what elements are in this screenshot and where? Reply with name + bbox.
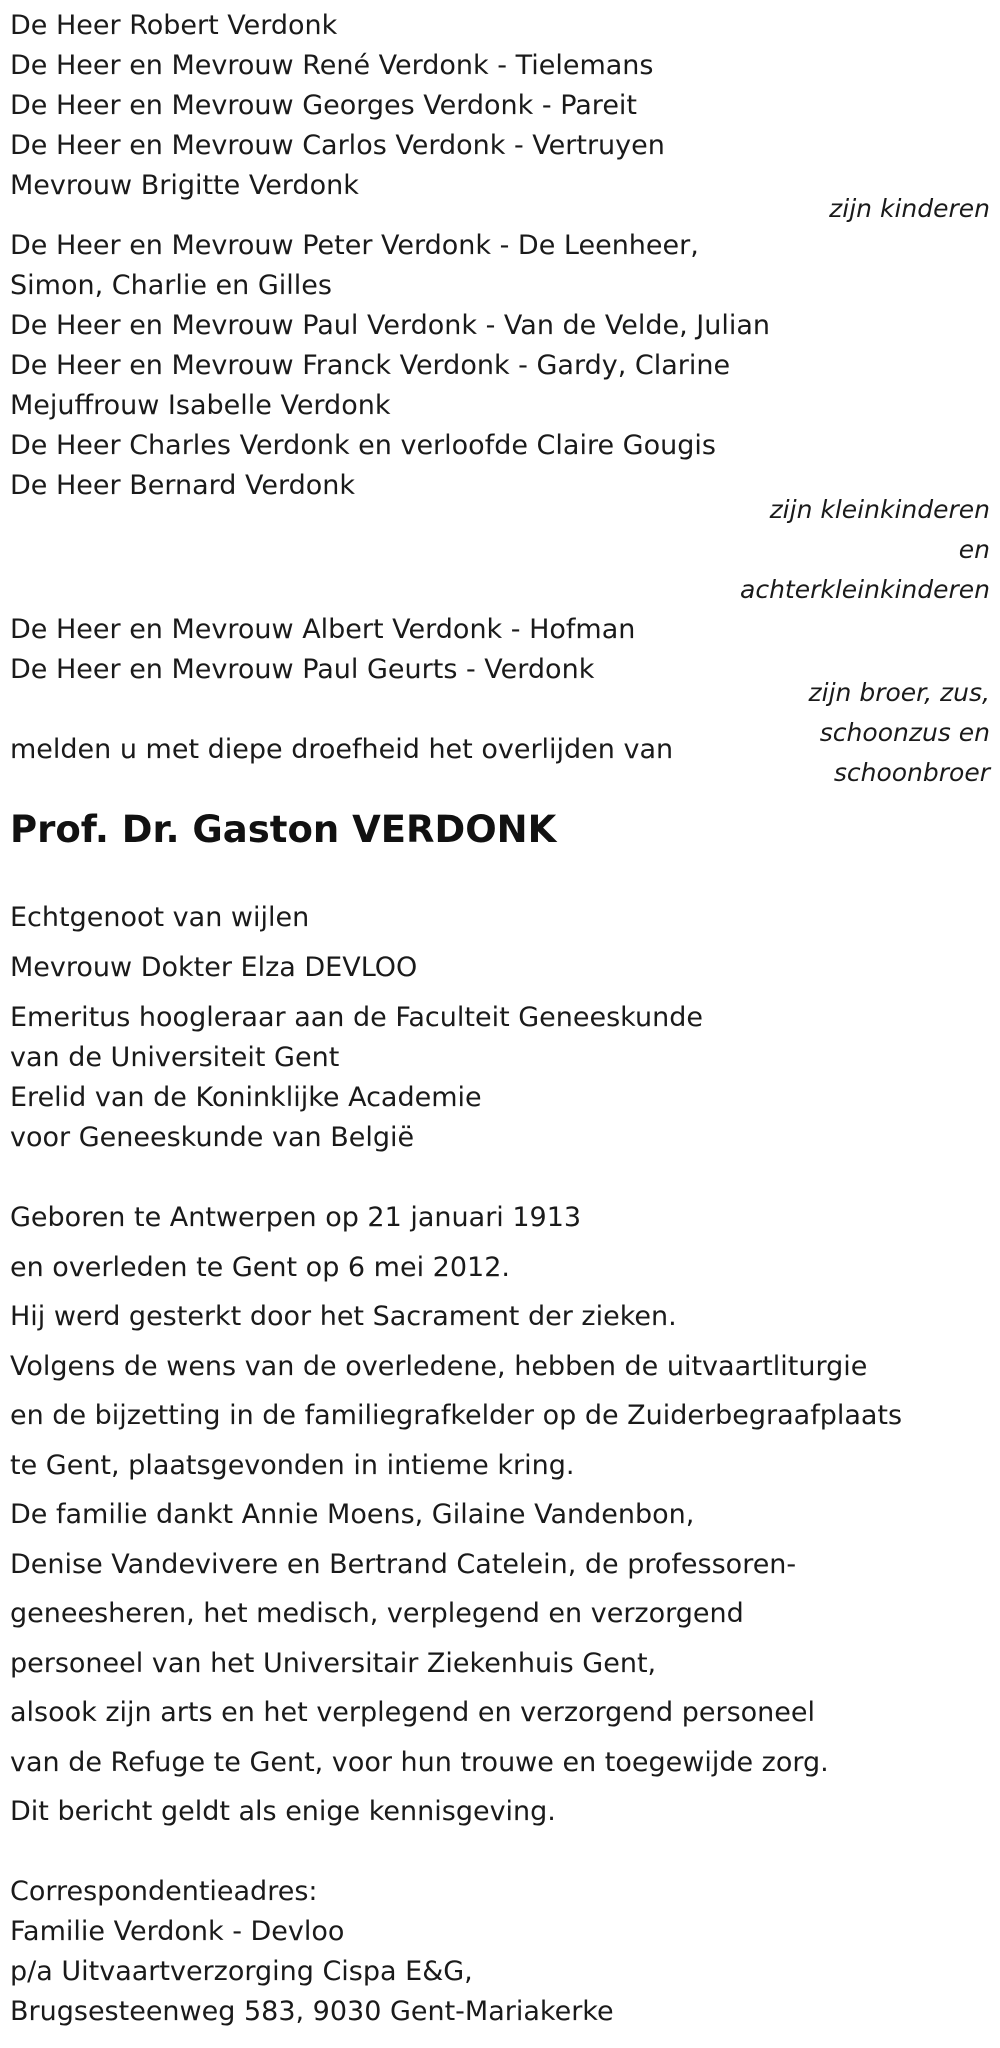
spouse-name: Mevrouw Dokter Elza DEVLOO xyxy=(10,952,418,983)
relation-children: zijn kinderen xyxy=(829,194,990,223)
body-line: Hij werd gesterkt door het Sacrament der zieken. xyxy=(10,1301,677,1332)
family-line: De Heer Robert Verdonk xyxy=(10,10,338,41)
body-line: Volgens de wens van de overledene, hebben de uitvaartliturgie xyxy=(10,1351,868,1382)
body-line: Geboren te Antwerpen op 21 januari 1913 xyxy=(10,1202,582,1233)
family-line: De Heer Charles Verdonk en verloofde Claire Gougis xyxy=(10,430,716,461)
body-line: van de Refuge te Gent, voor hun trouwe en toegewijde zorg. xyxy=(10,1747,829,1778)
body-line: geneesheren, het medisch, verplegend en verzorgend xyxy=(10,1598,744,1629)
relation-siblings: schoonbroer xyxy=(833,758,990,787)
relation-grandchildren: en xyxy=(958,535,990,564)
family-line: De Heer en Mevrouw Georges Verdonk - Pareit xyxy=(10,90,638,121)
family-line: Mevrouw Brigitte Verdonk xyxy=(10,170,359,201)
spouse-intro: Echtgenoot van wijlen xyxy=(10,902,310,933)
title-line: van de Universiteit Gent xyxy=(10,1042,340,1073)
title-line: voor Geneeskunde van België xyxy=(10,1122,415,1153)
body-line: en de bijzetting in de familiegrafkelder op de Zuiderbegraafplaats xyxy=(10,1400,903,1431)
correspondence-line: Familie Verdonk - Devloo xyxy=(10,1916,345,1947)
relation-siblings: zijn broer, zus, xyxy=(808,678,990,707)
family-line: De Heer en Mevrouw Franck Verdonk - Gardy, Clarine xyxy=(10,350,731,381)
correspondence-line: Brugsesteenweg 583, 9030 Gent-Mariakerke xyxy=(10,1996,614,2027)
family-line: De Heer en Mevrouw Albert Verdonk - Hofman xyxy=(10,614,636,645)
family-line: De Heer en Mevrouw Peter Verdonk - De Leenheer, xyxy=(10,230,699,261)
family-line: Simon, Charlie en Gilles xyxy=(10,270,332,301)
family-line: Mejuffrouw Isabelle Verdonk xyxy=(10,390,391,421)
correspondence-line: p/a Uitvaartverzorging Cispa E&G, xyxy=(10,1956,473,1987)
title-line: Emeritus hoogleraar aan de Faculteit Geneeskunde xyxy=(10,1002,703,1033)
relation-siblings: schoonzus en xyxy=(819,718,990,747)
body-line: alsook zijn arts en het verplegend en verzorgend personeel xyxy=(10,1697,816,1728)
body-line: en overleden te Gent op 6 mei 2012. xyxy=(10,1252,510,1283)
correspondence-line: Correspondentieadres: xyxy=(10,1876,318,1907)
family-line: De Heer en Mevrouw René Verdonk - Tielemans xyxy=(10,50,654,81)
relation-grandchildren: achterkleinkinderen xyxy=(740,575,990,604)
title-line: Erelid van de Koninklijke Academie xyxy=(10,1082,482,1113)
family-line: De Heer en Mevrouw Paul Geurts - Verdonk xyxy=(10,654,595,685)
body-line: personeel van het Universitair Ziekenhuis Gent, xyxy=(10,1648,657,1679)
body-line: De familie dankt Annie Moens, Gilaine Vandenbon, xyxy=(10,1499,695,1530)
relation-grandchildren: zijn kleinkinderen xyxy=(769,495,990,524)
body-line: Denise Vandevivere en Bertrand Catelein, de professoren- xyxy=(10,1549,797,1580)
body-line: te Gent, plaatsgevonden in intieme kring. xyxy=(10,1450,575,1481)
family-line: De Heer en Mevrouw Paul Verdonk - Van de Velde, Julian xyxy=(10,310,771,341)
family-line: De Heer Bernard Verdonk xyxy=(10,470,355,501)
body-line: Dit bericht geldt als enige kennisgeving. xyxy=(10,1796,556,1827)
family-line: De Heer en Mevrouw Carlos Verdonk - Vertruyen xyxy=(10,130,665,161)
deceased-name: Prof. Dr. Gaston VERDONK xyxy=(10,808,557,851)
announcement-text: melden u met diepe droefheid het overlijden van xyxy=(10,734,674,765)
